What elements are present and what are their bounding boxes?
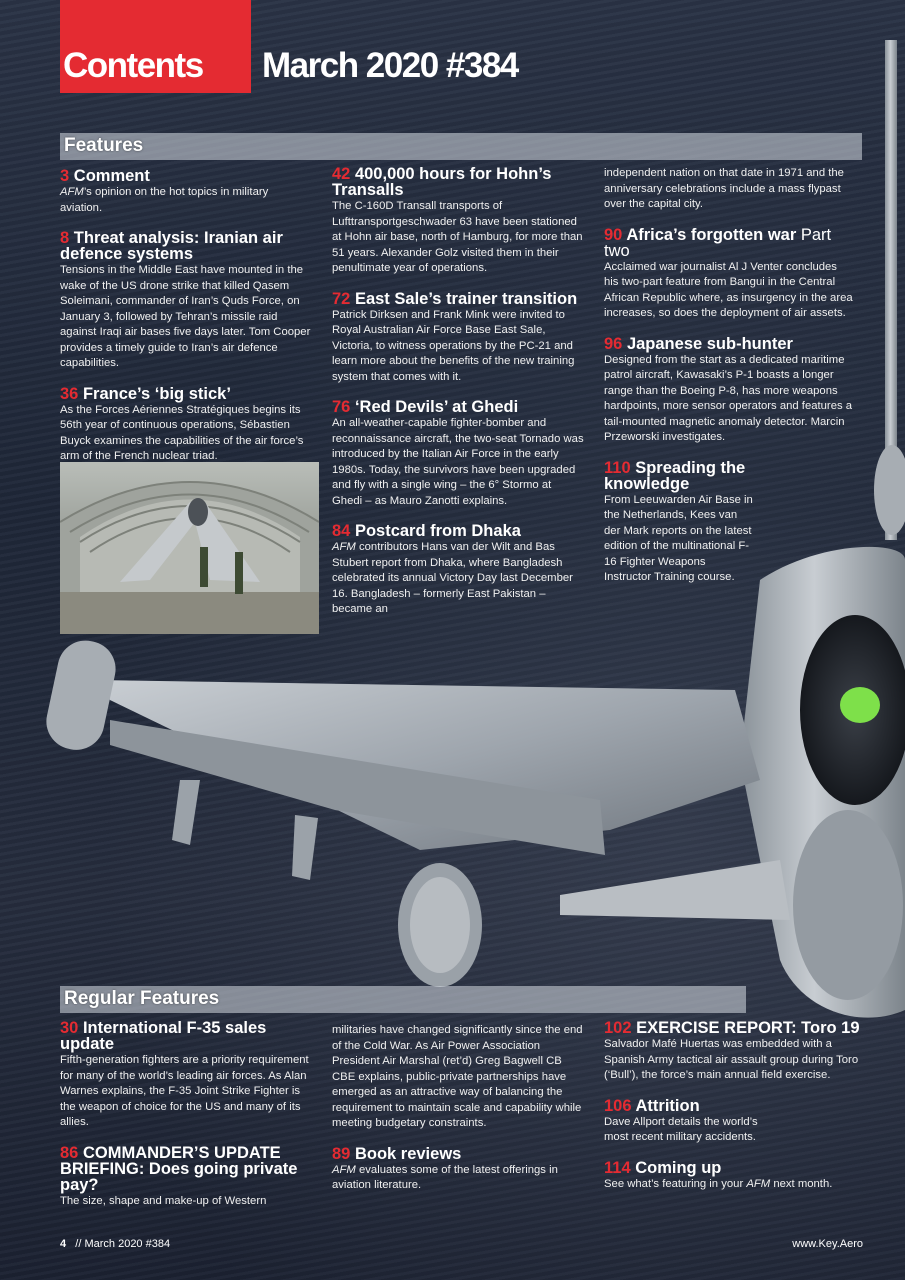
italic-lead: AFM: [60, 186, 84, 198]
contents-entry[interactable]: [60, 1020, 312, 1131]
entry-title: Spreading the knowledge: [604, 458, 746, 493]
contents-entry[interactable]: [60, 168, 312, 216]
page-number: 86: [60, 1143, 79, 1162]
page-number: 36: [60, 384, 79, 403]
entry-body: See what’s featuring in your: [604, 1177, 747, 1190]
hangar-rafale-photo: [60, 462, 319, 634]
contents-label-box: [60, 0, 251, 93]
page-number: 114: [604, 1158, 631, 1177]
regular-column-3: [604, 1020, 866, 1206]
regular-column-1: [60, 1020, 312, 1223]
page-number: 3: [60, 167, 70, 185]
contents-label: Contents: [63, 46, 203, 85]
regular-features-section-bar: [60, 986, 746, 1013]
entry-body: As the Forces Aériennes Stratégiques begins its 56th year of continuous operations, Sébastien Buyck examines the capabilities of the air force’s arm of the French nuclear triad.: [60, 403, 304, 462]
entry-body: Designed from the start as a dedicated maritime patrol aircraft, Kawasaki’s P-1 boasts a longer range than the Boeing P-8, has more weapons hardpoints, more sensor operators and features a tail-mounted magnetic anomaly detector. Marcin Przeworski investigates.: [604, 353, 853, 443]
entry-body: militaries have changed significantly since the end of the Cold War. As Air Power Association President Air Marshal (ret’d) Greg Bagwell CB CBE explains, public-private partnerships have emerged as an attractive way of balancing the requirement to maintain scale and capability while meeting budgetary constraints.: [332, 1024, 583, 1129]
entry-title: International F-35 sales update: [60, 1019, 267, 1053]
entry-title: COMMANDER’S UPDATE BRIEFING: Does going private pay?: [60, 1143, 298, 1194]
contents-entry[interactable]: [332, 523, 584, 618]
features-column-1: [60, 168, 312, 479]
page-number: 30: [60, 1019, 79, 1037]
entry-body-end: next month.: [770, 1177, 833, 1190]
entry-body: An all-weather-capable fighter-bomber and reconnaissance aircraft, the two-seat Tornado was introduced by the Italian Air Force in the early 1980s. Today, the survivors have been upgraded and fly with a single wing – the 6° Stormo at Ghedi – as Mauro Zanotti explains.: [332, 417, 584, 507]
entry-body: The C-160D Transall transports of Lufttransportgeschwader 63 have been stationed at Hohn air base, north of Hamburg, for more than 51 years. Alexander Golz visited them in their penultimate year of operations.: [332, 200, 583, 274]
page-number: 110: [604, 458, 631, 477]
contents-entry[interactable]: [60, 230, 312, 372]
italic-lead: AFM: [332, 1163, 356, 1176]
contents-entry[interactable]: [332, 166, 584, 277]
entry-body: Fifth-generation fighters are a priority requirement for many of the world’s leading air forces. As Alan Warnes explains, the F-35 Joint Strike Fighter is the weapon of choice for the US and many of its allies.: [60, 1054, 309, 1128]
contents-entry[interactable]: [60, 1145, 312, 1210]
features-column-2: [332, 166, 584, 632]
entry-body: contributors Hans van der Wilt and Bas Stubert report from Dhaka, where Bangladesh celebrated its annual Victory Day last December 16. Bangladesh – formerly East Pakistan – became an: [332, 541, 573, 615]
contents-entry[interactable]: [604, 1160, 866, 1193]
entry-body: The size, shape and make-up of Western: [60, 1194, 267, 1207]
entry-body: evaluates some of the latest offerings in aviation literature.: [332, 1163, 558, 1191]
page-number: 84: [332, 522, 351, 540]
italic-mid: AFM: [746, 1177, 771, 1190]
contents-entry[interactable]: [60, 386, 312, 465]
entry-body: Tensions in the Middle East have mounted in the wake of the US drone strike that killed Qasem Soleimani, commander of Iran’s Quds Force, on January 3, followed by Tehran’s missile raid against Iraqi air bases five days later. Tom Cooper provides a timely guide to Iran’s air defence capabilities.: [60, 264, 311, 369]
entry-title: Book reviews: [354, 1144, 462, 1163]
contents-entry[interactable]: [332, 291, 584, 386]
page-number: 90: [604, 225, 623, 244]
entry-title: Africa’s forgotten war: [626, 225, 797, 244]
features-section-bar: [60, 133, 862, 160]
page-number: 89: [332, 1144, 351, 1163]
footer-page-number: 4: [60, 1238, 67, 1250]
entry-title: Postcard from Dhaka: [354, 522, 521, 540]
contents-entry[interactable]: [604, 1020, 866, 1084]
footer-folio: [60, 1238, 170, 1250]
contents-entry[interactable]: [604, 227, 854, 322]
contents-entry[interactable]: [604, 460, 754, 586]
entry-title: EXERCISE REPORT: Toro 19: [636, 1019, 860, 1037]
footer-website[interactable]: www.Key.Aero: [792, 1238, 863, 1250]
entry-title: East Sale’s trainer transition: [354, 289, 578, 308]
page-number: 96: [604, 334, 623, 353]
contents-entry[interactable]: [604, 336, 854, 446]
regular-column-2: [332, 1023, 584, 1208]
page-number: 72: [332, 289, 351, 308]
features-section-label: Features: [64, 135, 144, 156]
footer-issue: // March 2020 #384: [75, 1238, 171, 1250]
contents-entry[interactable]: [332, 1146, 584, 1194]
contents-entry[interactable]: [604, 1098, 866, 1146]
page-number: 8: [60, 229, 70, 247]
italic-lead: AFM: [332, 541, 356, 553]
entry-title: France’s ‘big stick’: [82, 384, 231, 403]
entry-title: Japanese sub-hunter: [626, 334, 793, 353]
entry-title: 400,000 hours for Hohn’s Transalls: [332, 165, 552, 199]
entry-body: Salvador Mafé Huertas was embedded with a Spanish Army tactical air assault group during Toro (‘Bull’), the force’s main annual field exercise.: [604, 1038, 859, 1081]
entry-title: Comment: [73, 167, 150, 185]
page-number: 76: [332, 398, 351, 416]
entry-title-suffix: Part two: [604, 225, 832, 260]
entry-body: Patrick Dirksen and Frank Mink were invited to Royal Australian Air Force Base East Sale, Victoria, to witness operations by the PC-21 and learn more about the benefits of the new training system that comes with it.: [332, 308, 575, 383]
contents-entry-continued: [604, 166, 854, 213]
entry-body: ’s opinion on the hot topics in military aviation.: [60, 186, 269, 214]
contents-entry[interactable]: [332, 399, 584, 509]
issue-title: March 2020 #384: [262, 46, 518, 85]
entry-title: Coming up: [635, 1158, 722, 1177]
contents-entry-continued: [332, 1023, 584, 1132]
entry-body: Acclaimed war journalist Al J Venter concludes his two-part feature from Bangui in the Central African Republic where, as insurgency in the area increases, so does the deployment of air assets.: [604, 260, 853, 319]
regular-features-section-label: Regular Features: [64, 988, 220, 1009]
entry-title: ‘Red Devils’ at Ghedi: [354, 398, 519, 416]
page-number: 106: [604, 1096, 632, 1115]
entry-body: From Leeuwarden Air Base in the Netherlands, Kees van der Mark reports on the latest edition of the multinational F-16 Fighter Weapons Instructor Training course.: [604, 493, 753, 583]
entry-body: Dave Allport details the world’s most recent military accidents.: [604, 1115, 758, 1143]
entry-title: Attrition: [635, 1096, 700, 1115]
page-number: 42: [332, 165, 351, 183]
features-column-3: [604, 166, 854, 600]
page-number: 102: [604, 1019, 632, 1037]
entry-title: Threat analysis: Iranian air defence systems: [60, 229, 283, 263]
entry-body: independent nation on that date in 1971 and the anniversary celebrations include a mass flypast over the capital city.: [604, 167, 844, 210]
